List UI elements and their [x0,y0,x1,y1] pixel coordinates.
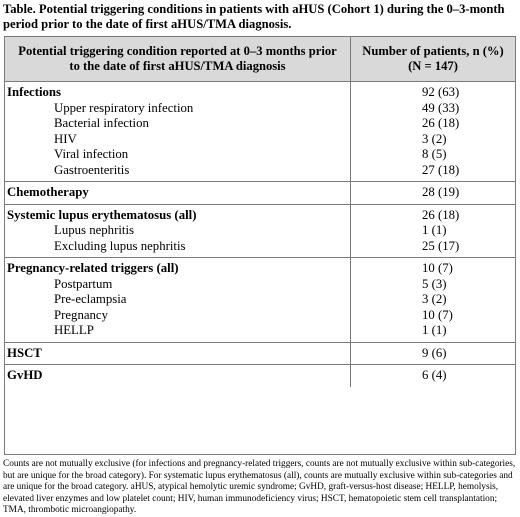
table-header [5,37,515,82]
group-chemotherapy [5,182,515,205]
header-count [351,37,515,81]
group-labels [5,82,351,181]
group-label: GvHD [7,368,43,382]
sub-label: HELLP [54,323,94,337]
group-sle [5,205,515,259]
group-value: 92 (63) [422,85,460,99]
table-footnote: Counts are not mutually exclusive (for infections and pregnancy-related triggers, counts are not mutually exclusive within sub-categories, but are unique for the broad category). For systematic lupus erythematosus (all), counts are mutually exclusive within sub-categories and are unique for the broad category. aHUS, atypical hemolytic uremic syndrome; GvHD, graft-versus-host disease; HELLP, hemolysis, elevated liver enzymes and low platelet count; HIV, human immunodeficiency virus; HSCT, hematopoietic stem cell transplantation; TMA, thrombotic microangiopathy. [3,459,516,516]
sub-value: 1 (1) [422,223,447,237]
header-condition: Potential triggering condition reported at 0–3 months prior to the date of first aHUS/TMA diagnosis [5,37,351,81]
group-value: 9 (6) [422,345,447,360]
sub-value: 27 (18) [422,162,460,177]
sub-value: 26 (18) [422,116,460,130]
group-value: 26 (18) [422,207,460,222]
group-hsct [5,343,515,366]
group-label: Systemic lupus erythematosus (all) [7,207,197,222]
header-count-line1: Number of patients, n (%) [362,44,504,58]
sub-value: 3 (2) [422,292,447,306]
group-infections [5,82,515,182]
sub-label: HIV [54,131,77,146]
group-values [351,205,515,258]
sub-label: Postpartum [54,276,113,291]
group-labels [5,258,351,342]
table-caption: Table. Potential triggering conditions in patients with aHUS (Cohort 1) during the 0–3-month period prior to the date of first aHUS/TMA diagnosis. [3,2,505,31]
group-values [351,82,515,181]
group-label: Chemotherapy [7,185,89,199]
group-label: Infections [7,85,62,99]
sub-label: Excluding lupus nephritis [54,238,186,253]
group-labels [5,205,351,258]
group-pregnancy [5,258,515,343]
group-label: HSCT [7,345,42,360]
sub-label: Upper respiratory infection [54,100,194,115]
group-labels [5,365,351,387]
group-values [351,182,515,204]
group-value: 10 (7) [422,261,453,275]
sub-label: Pregnancy [54,307,109,322]
sub-label: Lupus nephritis [54,223,134,237]
sub-value: 49 (33) [422,100,460,115]
group-values [351,343,515,365]
sub-value: 1 (1) [422,323,447,337]
group-labels [5,182,351,204]
sub-value: 3 (2) [422,131,447,146]
group-values [351,365,515,387]
sub-label: Bacterial infection [54,116,149,130]
group-value: 6 (4) [422,368,447,382]
group-label: Pregnancy-related triggers (all) [7,261,179,275]
sub-label: Viral infection [54,147,129,161]
header-count-line2: (N = 147) [408,59,458,73]
sub-label: Gastroenteritis [54,162,130,177]
sub-value: 5 (3) [422,276,447,291]
group-gvhd [5,365,515,387]
group-values [351,258,515,342]
group-value: 28 (19) [422,185,460,199]
sub-value: 10 (7) [422,307,453,322]
sub-value: 8 (5) [422,147,447,161]
triggers-table [4,36,516,455]
sub-label: Pre-eclampsia [54,292,127,306]
group-labels [5,343,351,365]
sub-value: 25 (17) [422,238,460,253]
